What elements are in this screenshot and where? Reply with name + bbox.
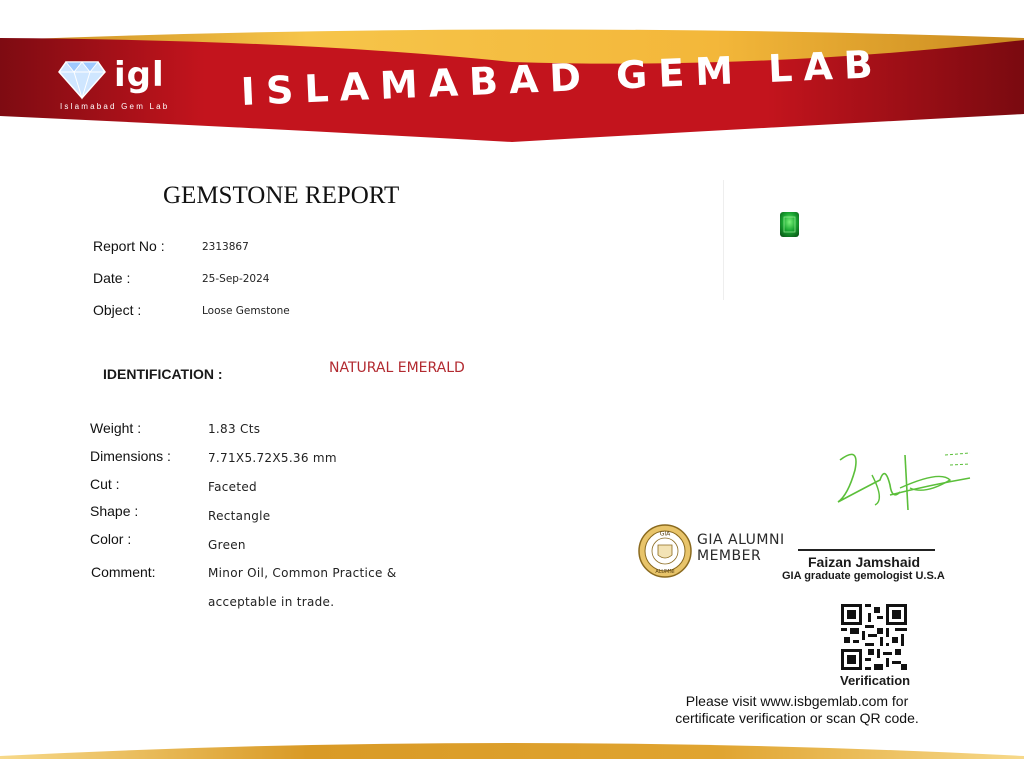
verification-note-line-2: certificate verification or scan QR code. <box>675 710 919 726</box>
report-no-value: 2313867 <box>202 241 249 253</box>
verification-label: Verification <box>840 673 911 688</box>
emerald-gem-photo <box>779 211 800 238</box>
gia-line-2: MEMBER <box>697 548 762 564</box>
logo-name: igl <box>114 55 165 95</box>
weight-label: Weight : <box>90 420 142 436</box>
shape-label: Shape : <box>90 503 139 519</box>
report-title: GEMSTONE REPORT <box>163 182 400 209</box>
signer-name: Faizan Jamshaid <box>808 554 921 570</box>
dimensions-value: 7.71X5.72X5.36 mm <box>208 451 337 465</box>
identification-label: IDENTIFICATION : <box>103 366 223 382</box>
signature <box>830 440 975 520</box>
color-value: Green <box>208 538 246 552</box>
report-no-label: Report No : <box>93 238 165 254</box>
object-label: Object : <box>93 302 142 318</box>
shape-value: Rectangle <box>208 509 271 523</box>
seal-top-text: GIA <box>659 530 671 538</box>
comment-line-2: acceptable in trade. <box>208 595 335 609</box>
footer-band <box>0 728 1024 759</box>
diamond-icon <box>58 56 106 100</box>
cut-label: Cut : <box>90 476 120 492</box>
weight-value: 1.83 Cts <box>208 422 261 436</box>
logo-subtitle: Islamabad Gem Lab <box>60 102 170 111</box>
gia-seal-icon <box>637 523 693 579</box>
gia-membership-text <box>697 532 785 564</box>
comment-label: Comment: <box>91 564 156 580</box>
dimensions-label: Dimensions : <box>90 448 171 464</box>
date-value: 25-Sep-2024 <box>202 273 270 285</box>
igl-logo <box>58 56 178 116</box>
verification-note <box>662 693 932 727</box>
signer-title: GIA graduate gemologist U.S.A <box>782 570 945 582</box>
seal-bottom-text: ALUMNI <box>655 569 675 575</box>
photo-area-divider <box>723 180 724 300</box>
banner-title: ISLAMABAD GEM LAB <box>240 41 885 114</box>
object-value: Loose Gemstone <box>202 305 290 317</box>
gia-line-1: GIA ALUMNI <box>697 532 785 548</box>
identification-value: NATURAL EMERALD <box>329 360 465 376</box>
qr-code-icon[interactable] <box>841 604 907 670</box>
color-label: Color : <box>90 531 132 547</box>
cut-value: Faceted <box>208 480 257 494</box>
comment-line-1: Minor Oil, Common Practice & <box>208 566 397 580</box>
signature-line <box>798 549 935 551</box>
verification-note-line-1: Please visit www.isbgemlab.com for <box>685 693 909 709</box>
date-label: Date : <box>93 270 131 286</box>
